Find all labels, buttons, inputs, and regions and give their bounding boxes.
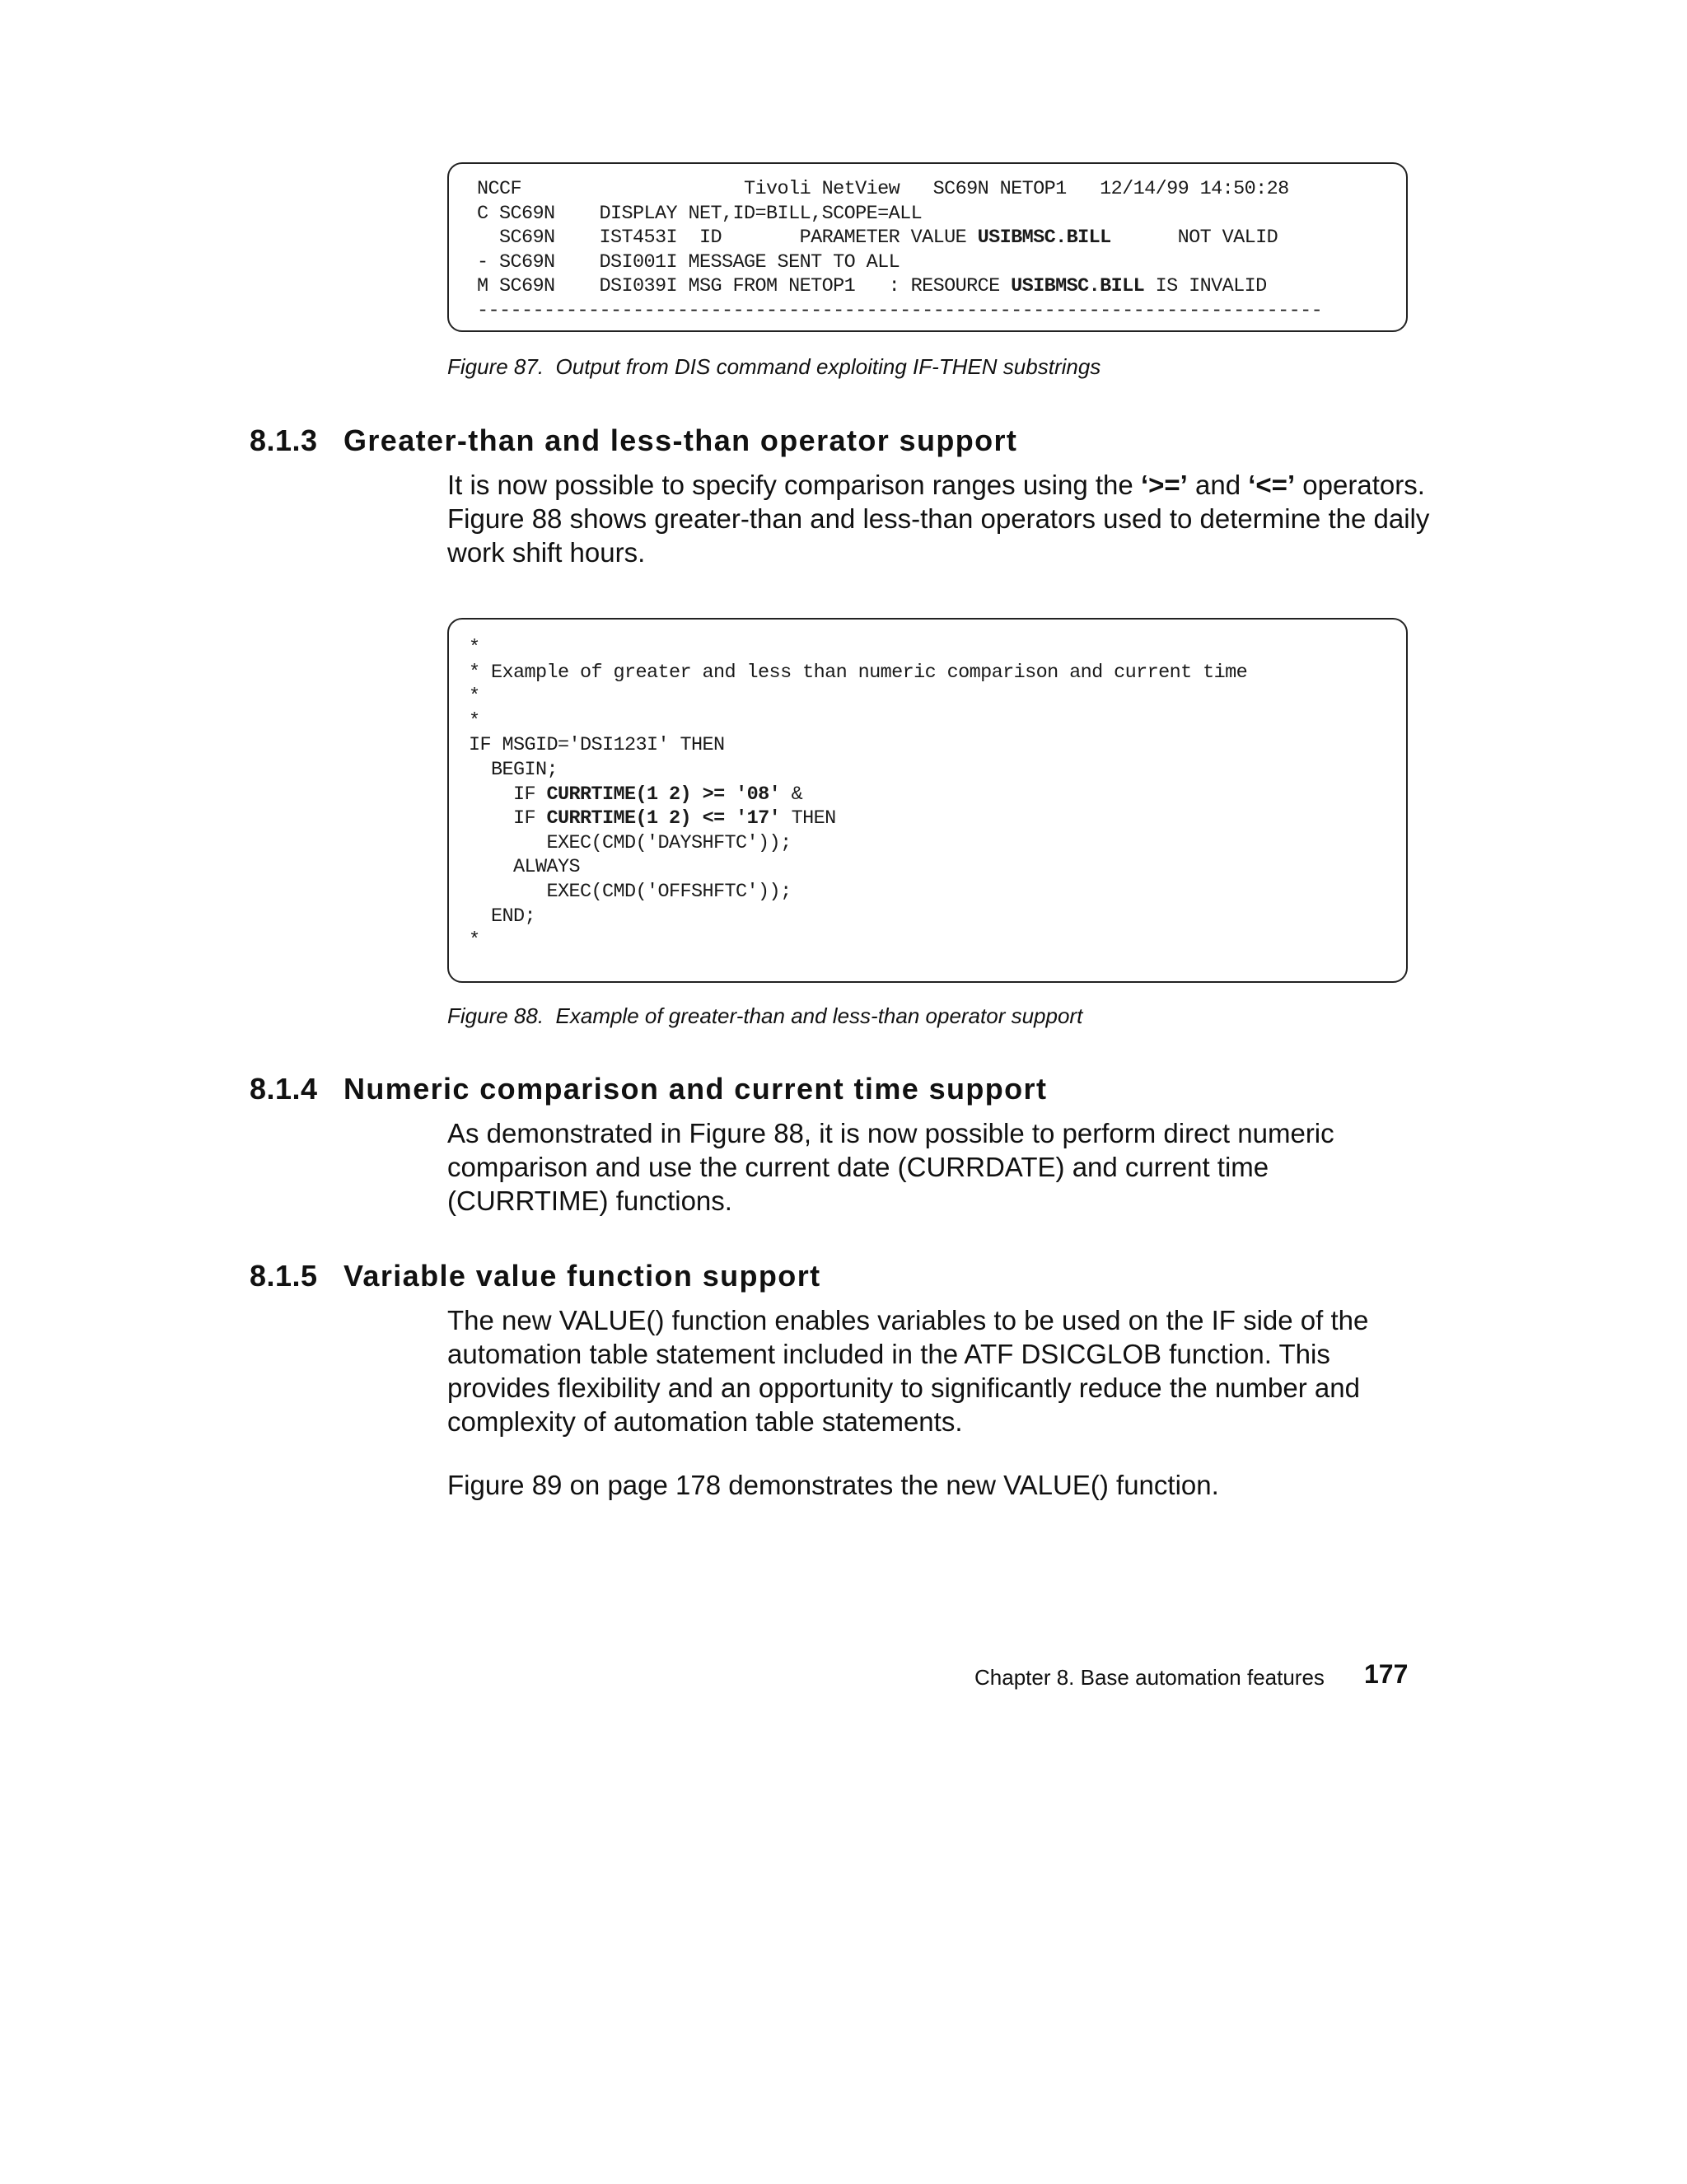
fig88-if1-bold: CURRTIME(1 2) >= '08' [546, 783, 781, 806]
figure-88-caption: Figure 88. Example of greater-than and less-than operator support [447, 1003, 1083, 1028]
section-title: Numeric comparison and current time support [343, 1072, 1048, 1106]
section-number: 8.1.5 [250, 1259, 318, 1293]
section-8-1-5-heading [250, 1259, 821, 1293]
section-8-1-4-heading [250, 1072, 1047, 1106]
fig88-tail: EXEC(CMD('DAYSHFTC')); ALWAYS EXEC(CMD('OFFSHFTC')); END; * [469, 831, 792, 952]
fig87-line-4: - SC69N DSI001I MESSAGE SENT TO ALL [477, 250, 900, 274]
section-8-1-5-paragraph-2: Figure 89 on page 178 demonstrates the new VALUE() function. [447, 1470, 1219, 1500]
figure-87-caption: Figure 87. Output from DIS command exploiting IF-THEN substrings [447, 354, 1101, 379]
fig88-if1-pre: IF [469, 783, 547, 806]
paragraph-text: It is now possible to specify comparison ranges using the [447, 470, 1141, 500]
fig87-line-6-rule: ---------------------------------------------------------------------------- [477, 299, 1323, 322]
fig88-head: * * Example of greater and less than numeric comparison and current time * * IF MSGID='DSI123I' THEN BEGIN; [469, 637, 1248, 781]
fig88-if2-pre: IF [469, 807, 547, 830]
section-title: Greater-than and less-than operator support [343, 423, 1018, 457]
section-8-1-3-heading [250, 423, 1017, 458]
fig87-line-3-bold: USIBMSC.BILL [977, 227, 1111, 250]
paragraph-text: and [1187, 470, 1249, 500]
fig87-line-5-bold: USIBMSC.BILL [1011, 275, 1145, 298]
figure-87-code-box [447, 162, 1408, 332]
fig88-if2-bold: CURRTIME(1 2) <= '17' [546, 807, 781, 830]
fig87-line-1: NCCF Tivoli NetView SC69N NETOP1 12/14/99 14:50:28 [477, 178, 1289, 200]
figure-88-code [469, 636, 1247, 953]
section-number: 8.1.4 [250, 1072, 318, 1106]
fig87-line-3-pre: SC69N IST453I ID PARAMETER VALUE [477, 227, 978, 250]
section-8-1-3-paragraph [447, 468, 1436, 569]
section-number: 8.1.3 [250, 423, 318, 457]
section-8-1-5-paragraph-1: The new VALUE() function enables variables to be used on the IF side of the automation table statement included in the ATF DSICGLOB function. This provides flexibility and an opportunity to significantly reduce the number and complexity of automation table statements. [447, 1305, 1369, 1437]
fig87-line-5-post: IS INVALID [1144, 275, 1267, 298]
footer-page-number: 177 [1364, 1659, 1409, 1689]
paragraph-text: operators. Figure 88 shows greater-than and less-than operators used to determine the daily work shift hours. [447, 470, 1430, 568]
figure-88-code-box [447, 618, 1408, 983]
fig88-if1-post: & [780, 783, 803, 806]
section-title: Variable value function support [343, 1259, 821, 1293]
fig87-line-2: C SC69N DISPLAY NET,ID=BILL,SCOPE=ALL [477, 202, 923, 225]
fig87-line-3-post: NOT VALID [1110, 227, 1278, 250]
fig87-line-5-pre: M SC69N DSI039I MSG FROM NETOP1 : RESOURCE [477, 275, 1012, 298]
operator-ge: ‘>=’ [1140, 470, 1188, 500]
operator-le: ‘<=’ [1248, 470, 1296, 500]
footer-chapter-title: Chapter 8. Base automation features [974, 1665, 1325, 1690]
figure-87-code [477, 177, 1322, 324]
fig88-if2-post: THEN [780, 807, 836, 830]
section-8-1-4-paragraph: As demonstrated in Figure 88, it is now possible to perform direct numeric comparison and use the current date (CURRDATE) and current time (CURRTIME) functions. [447, 1118, 1334, 1216]
